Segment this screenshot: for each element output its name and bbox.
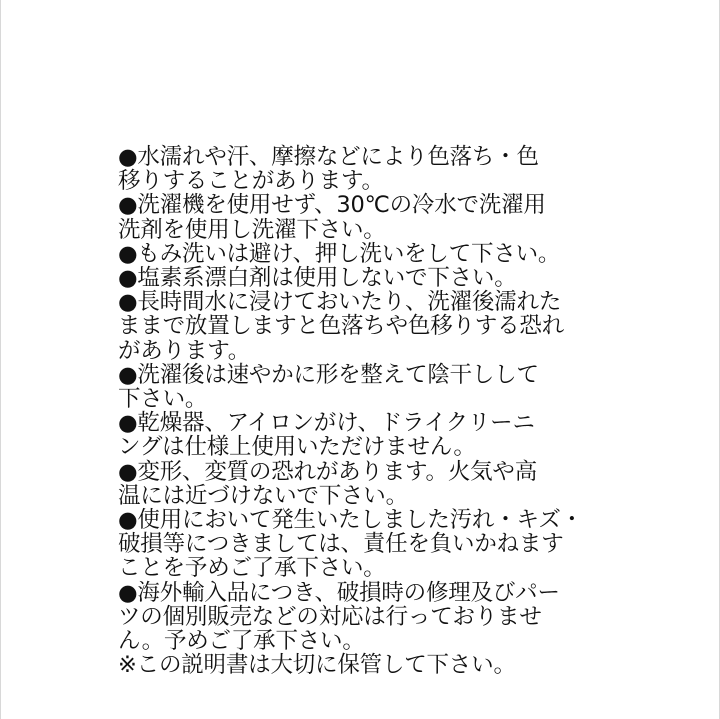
notice-no-rubbing: ●もみ洗いは避け、押し洗いをして下さい。 bbox=[118, 240, 561, 267]
notice-heat-warning: ●変形、変質の恐れがあります。火気や高 温には近づけないで下さい。 bbox=[118, 458, 538, 509]
notice-no-dryer-iron: ●乾燥器、アイロンがけ、ドライクリーニ ングは仕様上使用いただけません。 bbox=[118, 410, 535, 461]
left-border bbox=[0, 0, 1, 719]
notice-keep-manual: ※この説明書は大切に保管して下さい。 bbox=[118, 652, 516, 679]
notice-color-transfer: ●水濡れや汗、摩擦などにより色落ち・色 移りすることがあります。 bbox=[118, 144, 539, 195]
notice-no-soaking: ●長時間水に浸けておいたり、洗濯後濡れた ままで放置しますと色落ちや色移りする恐れ があります。 bbox=[118, 289, 565, 364]
notice-import-repair: ●海外輸入品につき、破損時の修理及びパー ツの個別販売などの対応は行っておりませ ん。予めご了承下さい。 bbox=[118, 579, 560, 655]
notice-shade-dry: ●洗濯後は速やかに形を整えて陰干しして 下さい。 bbox=[118, 361, 539, 413]
notice-liability: ●使用において発生いたしました汚れ・キズ・ 破損等につきましては、責任を負いかねます ことを予めご了承下さい。 bbox=[118, 507, 583, 582]
notice-no-bleach: ●塩素系漂白剤は使用しないで下さい。 bbox=[118, 265, 517, 292]
care-notice-list bbox=[118, 145, 610, 677]
notice-cold-water-wash: ●洗濯機を使用せず、30℃の冷水で洗濯用 洗剤を使用し洗濯下さい。 bbox=[118, 192, 546, 243]
